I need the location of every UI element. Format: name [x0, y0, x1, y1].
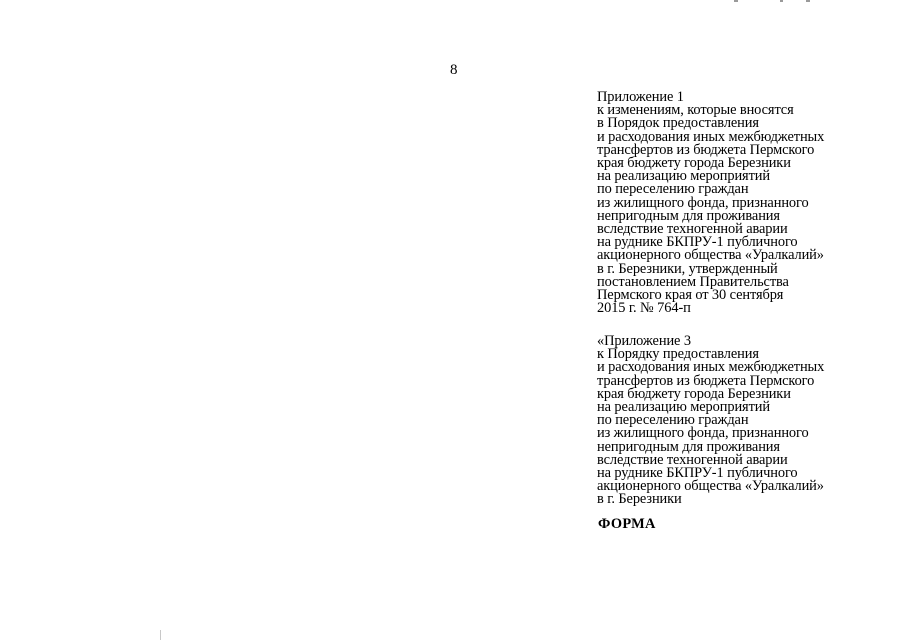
appendix-3-line: в г. Березники [597, 491, 682, 508]
appendix-1-line: в г. Березники, утвержденный [597, 260, 778, 277]
appendix-1-line: Пермского края от 30 сентября [597, 287, 784, 304]
appendix-3-line: края бюджету города Березники [597, 385, 791, 402]
appendix-3-line: к Порядку предоставления [597, 346, 759, 363]
appendix-1-line: 2015 г. № 764-п [597, 300, 691, 317]
appendix-1-line: края бюджету города Березники [597, 155, 791, 172]
appendix-3-line: на реализацию мероприятий [597, 399, 770, 416]
appendix-3-line: на руднике БКПРУ-1 публичного [597, 465, 798, 482]
scan-artifact-mark [806, 0, 810, 2]
scan-artifact-mark [734, 0, 738, 2]
appendix-3-line: по переселению граждан [597, 412, 749, 429]
appendix-1-line: и расходования иных межбюджетных [597, 128, 825, 145]
appendix-3-line: акционерного общества «Уралкалий» [597, 478, 824, 495]
appendix-1-line: постановлением Правительства [597, 273, 789, 290]
appendix-3-header [597, 335, 824, 507]
appendix-1-line: к изменениям, которые вносятся [597, 102, 794, 119]
appendix-3-line: из жилищного фонда, признанного [597, 425, 809, 442]
appendix-1-title: Приложение 1 [597, 89, 684, 105]
appendix-1-line: на реализацию мероприятий [597, 168, 770, 185]
appendix-3-title: «Приложение 3 [597, 333, 691, 349]
appendix-1-line: трансфертов из бюджета Пермского [597, 141, 815, 158]
appendix-1-line: вследствие техногенной аварии [597, 221, 788, 238]
page-number: 8 [450, 62, 458, 78]
appendix-1-line: по переселению граждан [597, 181, 749, 198]
appendix-3-line: вследствие техногенной аварии [597, 451, 788, 468]
scan-artifact-mark [160, 630, 161, 640]
appendix-1-line: акционерного общества «Уралкалий» [597, 247, 824, 264]
appendix-3-line: трансфертов из бюджета Пермского [597, 372, 815, 389]
form-label: ФОРМА [598, 516, 656, 532]
appendix-1-line: непригодным для проживания [597, 207, 780, 224]
appendix-3-line: непригодным для проживания [597, 438, 780, 455]
appendix-1-line: из жилищного фонда, признанного [597, 194, 809, 211]
appendix-1-line: на руднике БКПРУ-1 публичного [597, 234, 798, 251]
appendix-3-line: и расходования иных межбюджетных [597, 359, 825, 376]
appendix-1-line: в Порядок предоставления [597, 115, 759, 132]
appendix-1-header [597, 91, 824, 315]
scan-artifact-mark [780, 0, 783, 2]
